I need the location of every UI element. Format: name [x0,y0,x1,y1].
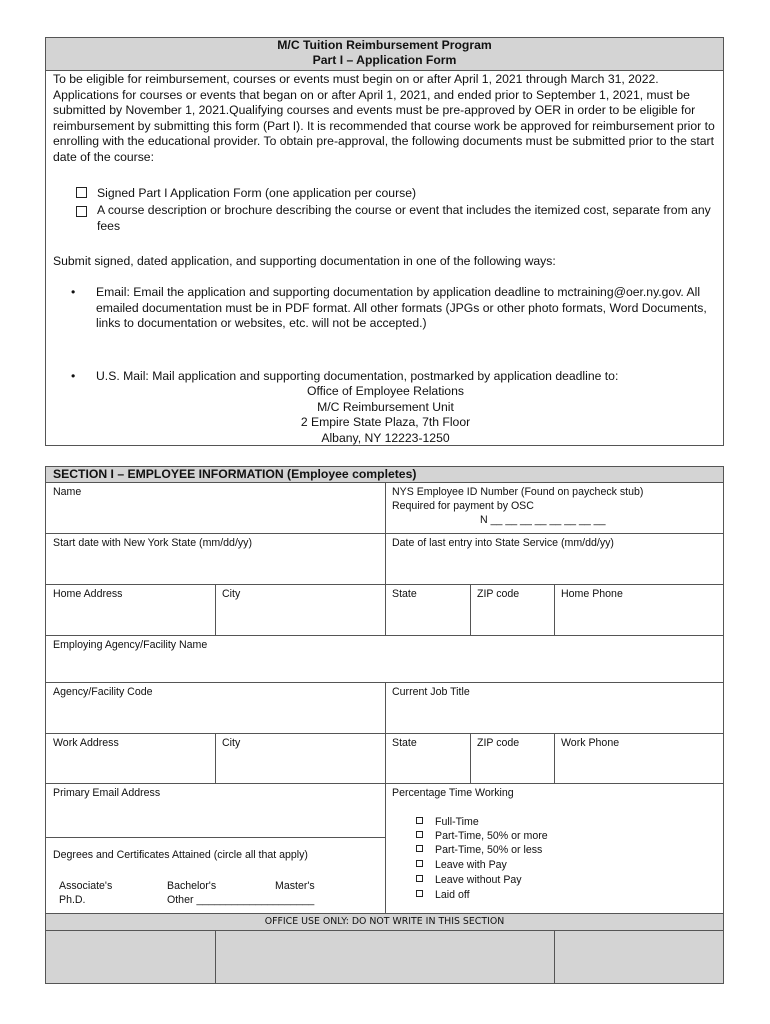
office-cell [554,930,724,984]
mailing-address: Office of Employee Relations M/C Reimbursement Unit 2 Empire State Plaza, 7th Floor Albany, NY 12223-1250 [300,384,471,445]
eligibility-paragraph: To be eligible for reimbursement, courses or events must begin on or after April 1, 2021 through March 31, 2022. Applications for courses or events that began on or after April 1, 2021, and ended prior to September 1, 2021, must be submitted by November 1, 2021.Qualifying courses and events must be pre-approved by OER in order to be eligible for reimbursement by submitting this form (Part I). It is recommended that course work be approved for reimbursement prior to enrolling with the educational provider. To obtain pre-approval, the following documents must be submitted prior to the start date of the course: [53,72,715,164]
agency-code-field[interactable]: Agency/Facility Code [45,682,386,734]
degree-associates[interactable]: Associate's [59,880,113,892]
checkbox-icon [416,817,423,824]
degree-bachelors[interactable]: Bachelor's [167,880,217,892]
name-field[interactable]: Name [45,482,386,534]
checkbox-icon [416,860,423,867]
section1-header: SECTION I – EMPLOYEE INFORMATION (Employee completes) [45,466,724,483]
checkbox-icon [416,831,423,838]
bullet-icon: • [71,285,76,299]
checklist-item: A course description or brochure describing the course or event that includes the itemized cost, separate from any fees [76,203,716,234]
home-zip-field[interactable]: ZIP code [470,584,555,636]
work-address-field[interactable]: Work Address [45,733,216,784]
checkbox-icon [76,187,87,198]
home-phone-field[interactable]: Home Phone [554,584,724,636]
job-title-field[interactable]: Current Job Title [385,682,724,734]
employee-id-field[interactable]: NYS Employee ID Number (Found on paycheck stub) Required for payment by OSC N __ __ __ __ __ __ __ __ [385,482,724,534]
checkbox-icon [76,206,87,217]
option-full-time[interactable]: Full-Time [416,816,479,829]
agency-name-field[interactable]: Employing Agency/Facility Name [45,635,724,683]
work-state-field[interactable]: State [385,733,471,784]
home-address-field[interactable]: Home Address [45,584,216,636]
home-state-field[interactable]: State [385,584,471,636]
program-title: M/C Tuition Reimbursement Program [277,38,492,52]
checkbox-icon [416,890,423,897]
option-leave-without-pay[interactable]: Leave without Pay [416,874,522,887]
work-city-field[interactable]: City [215,733,386,784]
last-entry-date-field[interactable]: Date of last entry into State Service (mm/dd/yy) [385,533,724,585]
bullet-mail: • U.S. Mail: Mail application and supporting documentation, postmarked by application deadline to: [71,369,619,383]
office-cell [215,930,555,984]
percentage-time-field: Percentage Time Working Full-Time Part-Time, 50% or more Part-Time, 50% or less Leave with Pay Leave without Pay Laid off [385,783,724,914]
home-city-field[interactable]: City [215,584,386,636]
start-date-field[interactable]: Start date with New York State (mm/dd/yy) [45,533,386,585]
checkbox-icon [416,845,423,852]
work-zip-field[interactable]: ZIP code [470,733,555,784]
program-header [46,38,723,71]
degrees-field: Degrees and Certificates Attained (circle all that apply) Associate's Bachelor's Master's Ph.D. Other ____________________ [45,837,386,914]
option-part-time-less[interactable]: Part-Time, 50% or less [416,844,542,857]
option-leave-with-pay[interactable]: Leave with Pay [416,859,507,872]
checkbox-icon [416,875,423,882]
office-use-header: OFFICE USE ONLY: DO NOT WRITE IN THIS SECTION [45,913,724,931]
bullet-icon: • [71,369,76,383]
work-phone-field[interactable]: Work Phone [554,733,724,784]
email-field[interactable]: Primary Email Address [45,783,386,838]
option-laid-off[interactable]: Laid off [416,889,470,902]
form-subtitle: Part I – Application Form [312,53,457,67]
checklist-item: Signed Part I Application Form (one application per course) [76,186,716,202]
submit-instructions: Submit signed, dated application, and supporting documentation in one of the following ways: [53,254,556,268]
option-part-time-more[interactable]: Part-Time, 50% or more [416,830,548,843]
degree-phd[interactable]: Ph.D. [59,894,86,906]
bullet-email: • Email: Email the application and supporting documentation by application deadline to mctraining@oer.ny.gov. All emailed documentation must be in PDF format. All other formats (JPGs or other photo formats, Word Documents, links to documentation or websites, etc. will not be accepted.) [71,285,707,331]
program-info-box [45,37,724,446]
office-cell [45,930,216,984]
degree-masters[interactable]: Master's [275,880,315,892]
degree-other[interactable]: Other ____________________ [167,894,315,906]
